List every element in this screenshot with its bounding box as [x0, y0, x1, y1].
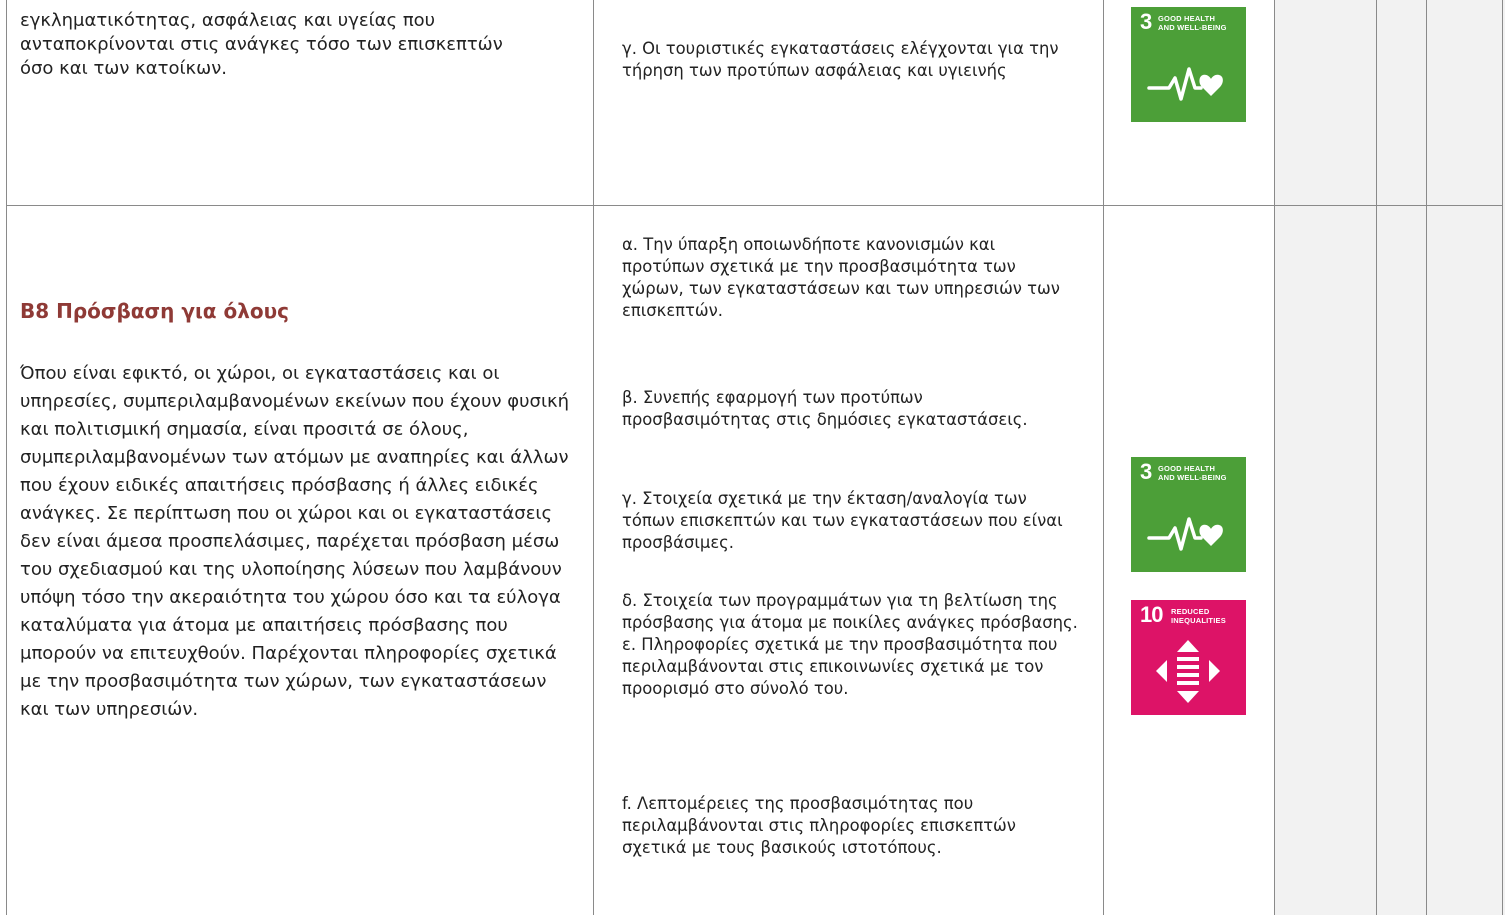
column-divider	[1103, 0, 1104, 915]
column-divider	[593, 0, 594, 915]
criterion-c-row1: γ. Οι τουριστικές εγκαταστάσεις ελέγχονται για την τήρηση των προτύπων ασφάλειας και υγιεινής	[622, 39, 1059, 80]
arrows-equal-icon	[1131, 600, 1246, 715]
criterion-a: α. Την ύπαρξη οποιωνδήποτε κανονισμών και προτύπων σχετικά με την προσβασιμότητα των χώρων, των εγκαταστάσεων και των υπηρεσιών των επισκεπτών.	[622, 235, 1060, 320]
shaded-column-3	[1426, 0, 1505, 915]
section-heading: B8 Πρόσβαση για όλους	[20, 299, 289, 323]
criterion-b: β. Συνεπής εφαρμογή των προτύπων προσβασιμότητας στις δημόσιες εγκαταστάσεις.	[622, 388, 1028, 429]
criterion-c: γ. Στοιχεία σχετικά με την έκταση/αναλογία των τόπων επισκεπτών και των εγκαταστάσεων που είναι προσβάσιμες.	[622, 489, 1063, 552]
column-divider	[1502, 0, 1503, 915]
section-description: Όπου είναι εφικτό, οι χώροι, οι εγκαταστάσεις και οι υπηρεσίες, συμπεριλαμβανομένων εκείνων που έχουν φυσική και πολιτισμική σημασία, είναι προσιτά σε όλους, συμπεριλαμβανομένων των ατόμων με αναπηρίες και άλλων που έχουν ειδικές απαιτήσεις πρόσβασης ή άλλες ειδικές ανάγκες. Σε περίπτωση που οι χώροι και οι εγκαταστάσεις δεν είναι άμεσα προσπελάσιμες, παρέχεται πρόσβαση μέσω του σχεδιασμού και της υλοποίησης λύσεων που λαμβάνουν υπόψη τόσο την ακεραιότητα του χώρου όσο και τα εύλογα καταλύματα για άτομα με απαιτήσεις πρόσβασης που μπορούν να επιτευχθούν. Παρέχονται πληροφορίες σχετικά με την προσβασιμότητα των χώρων, των εγκαταστάσεων και των υπηρεσιών.	[20, 363, 570, 720]
heartbeat-icon	[1131, 457, 1246, 572]
criterion-f: f. Λεπτομέρειες της προσβασιμότητας που περιλαμβάνονται στις πληροφορίες επισκεπτών σχετικά με τους βασικούς ιστοτόπους.	[622, 794, 1016, 857]
criterion-d-e: δ. Στοιχεία των προγραμμάτων για τη βελτίωση της πρόσβασης για άτομα με ποικίλες ανάγκες πρόσβασης. ε. Πληροφορίες σχετικά με την προσβασιμότητα που περιλαμβάνονται στις επικοινωνίες σχετικά με τον προορισμό στο σύνολό του.	[622, 591, 1078, 698]
column-divider	[1274, 0, 1275, 915]
row-divider	[6, 205, 1503, 206]
description-fragment: εγκληματικότητας, ασφάλειας και υγείας που ανταποκρίνονται στις ανάγκες τόσο των επισκεπτών όσο και των κατοίκων.	[20, 10, 503, 79]
shaded-column-2	[1376, 0, 1426, 915]
sdg3-badge: 3 GOOD HEALTH AND WELL-BEING	[1131, 457, 1246, 572]
heartbeat-icon	[1131, 7, 1246, 122]
sdg3-badge: 3 GOOD HEALTH AND WELL-BEING	[1131, 7, 1246, 122]
shaded-column-1	[1274, 0, 1376, 915]
sdg10-badge: 10 REDUCED INEQUALITIES	[1131, 600, 1246, 715]
column-divider	[1426, 0, 1427, 915]
column-divider	[6, 0, 7, 915]
column-divider	[1376, 0, 1377, 915]
